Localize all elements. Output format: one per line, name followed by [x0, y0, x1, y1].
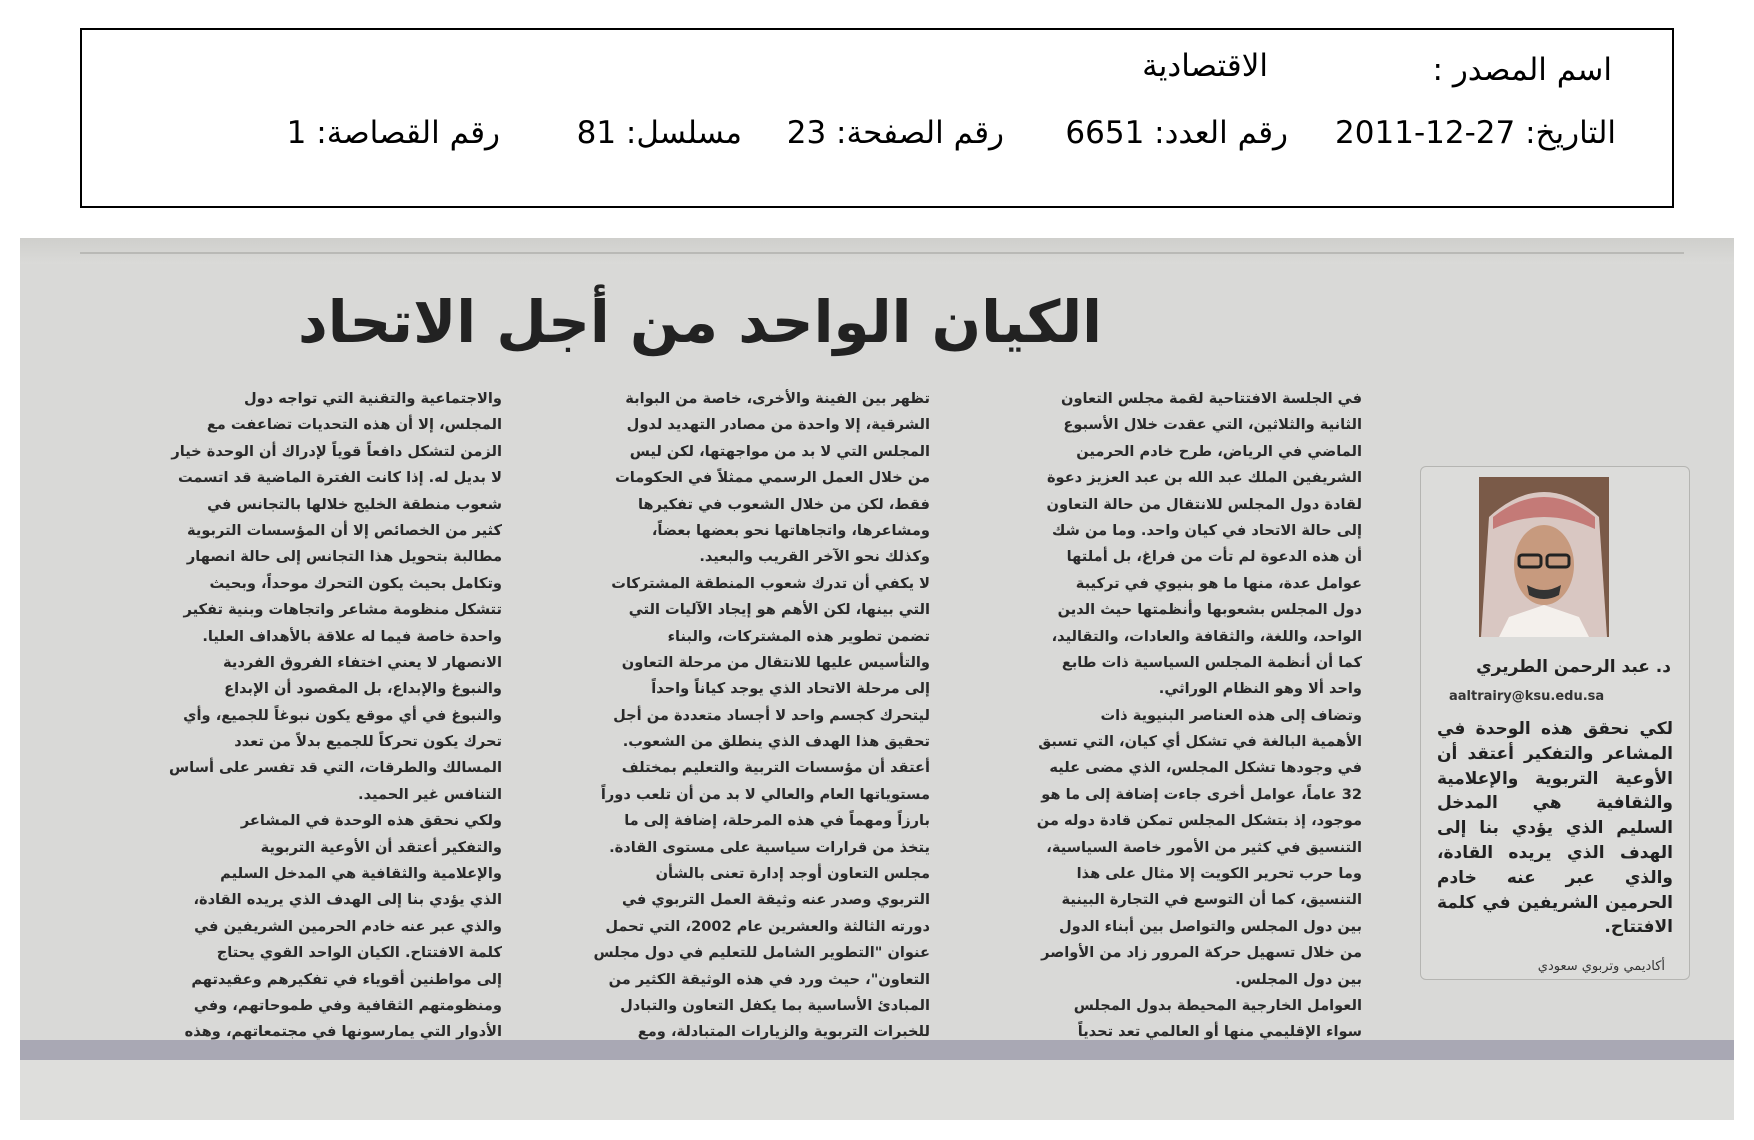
article-line: إلى مرحلة الاتحاد الذي يوجد كياناً واحداً [651, 680, 930, 698]
article-line: أن هذه الدعوة لم تأت من فراغ، بل أملتها [1066, 548, 1362, 566]
article-line: المبادئ الأساسية بما يكفل التعاون والتبادل [620, 996, 930, 1014]
article-line: والتفكير أعتقد أن الأوعية التربوية [260, 838, 502, 856]
article-line: والإعلامية والثقافية هي المدخل السليم [220, 865, 502, 883]
article-line: الشرقية، إلا واحدة من مصادر التهديد لدول [626, 416, 930, 434]
article-line: في الجلسة الافتتاحية لقمة مجلس التعاون [1061, 390, 1362, 407]
article-line: ليتحرك كجسم واحد لا أجساد متعددة من أجل [613, 706, 930, 724]
source-label: اسم المصدر : [1432, 52, 1612, 88]
article-line: وكذلك نحو الآخر القريب والبعيد. [699, 548, 930, 566]
article-line: ومنظومتهم الثقافية وفي طموحاتهم، وفي [193, 996, 502, 1014]
article-line: بين دول المجلس والتواصل بين أبناء الدول [1058, 917, 1362, 935]
issue-number-field: رقم العدد: 6651 [1065, 115, 1288, 151]
article-line: الثانية والثلاثين، التي عقدت خلال الأسبوع [1063, 416, 1362, 434]
article-line: يتخذ من قرارات سياسية على مستوى القادة. [609, 838, 930, 856]
article-line: للخبرات التربوية والزيارات المتبادلة، ومع [637, 1023, 930, 1041]
article-line: تظهر بين الفينة والأخرى، خاصة من البوابة [625, 390, 930, 407]
article-line: كثير من الخصائص إلا أن المؤسسات التربوية [187, 521, 502, 539]
article-line: ولكي نحقق هذه الوحدة في المشاعر [240, 812, 502, 830]
serial-number-field: مسلسل: 81 [576, 115, 742, 151]
article-column-2 [512, 386, 930, 1120]
article-line: كما أن أنظمة المجلس السياسية ذات طابع [1061, 653, 1362, 671]
article-line: الواحد، واللغة، والثقافة والعادات، والتقاليد، [1051, 627, 1362, 645]
clipping-bottom-margin [20, 1060, 1734, 1120]
article-line: المسالك والطرقات، التي قد تفسر على أساس [168, 759, 502, 777]
article-line: تحقيق هذا الهدف الذي ينطلق من الشعوب. [622, 733, 930, 751]
article-line: وتكامل بحيث يكون التحرك موحداً، وبحيث [209, 574, 502, 592]
article-line: التنافس غير الحميد. [358, 785, 502, 803]
article-line: مطالبة بتحويل هذا التجانس إلى حالة انصهار [186, 548, 502, 566]
author-name: د. عبد الرحمن الطريري [1476, 657, 1671, 677]
article-line: التي بينها، لكن الأهم هو إيجاد الآليات التي [628, 601, 930, 619]
article-line: تتشكل منظومة مشاعر واتجاهات وبنية تفكير [183, 601, 502, 619]
article-line: المجلس، إلا أن هذه التحديات تضاعفت مع [206, 416, 502, 434]
article-line: 32 عاماً، عوامل أخرى جاءت إضافة إلى ما هو [1041, 785, 1362, 803]
article-line: العوامل الخارجية المحيطة بدول المجلس [1073, 996, 1362, 1014]
author-portrait [1479, 477, 1609, 637]
source-value: الاقتصادية [1142, 48, 1268, 84]
article-column-1 [942, 386, 1362, 1120]
pull-quote: لكي نحقق هذه الوحدة في المشاعر والتفكير أعتقد أن الأوعية التربوية والإعلامية والثقافية هي المدخل السليم الذي يؤدي بنا إلى الهدف الذي يريده القادة، والذي عبر عنه خادم الحرمين الشريفين في كلمة الافتتاح. [1437, 719, 1673, 938]
page-number-field: رقم الصفحة: 23 [786, 115, 1004, 151]
article-line: إلى مواطنين أقوياء في تفكيرهم وعقيدتهم [191, 970, 502, 988]
article-line: واحد ألا وهو النظام الوراثي. [1158, 680, 1362, 698]
article-line: لا يكفي أن تدرك شعوب المنطقة المشتركات [611, 574, 930, 592]
article-line: ومشاعرها، واتجاهاتها نحو بعضها بعضاً، [651, 521, 930, 539]
article-line: التنسيق، كما أن التوسع في التجارة البينية [1061, 891, 1362, 909]
author-box [1420, 466, 1690, 980]
article-line: والتأسيس عليها للانتقال من مرحلة التعاون [621, 653, 930, 671]
article-line: دول المجلس بشعوبها وأنظمتها حيث الدين [1057, 601, 1362, 619]
article-line: التعاون"، حيث ورد في هذه الوثيقة الكثير من [608, 970, 930, 988]
article-line: والنبوغ والإبداع، بل المقصود أن الإبداع [224, 680, 502, 698]
article-line: دورته الثالثة والعشرين عام 2002، التي تحمل [605, 917, 930, 935]
author-role: أكاديمي وتربوي سعودي [1537, 959, 1665, 974]
article-line: الأدوار التي يمارسونها في مجتمعاتهم، وهذه [184, 1023, 502, 1041]
article-line: الذي يؤدي بنا إلى الهدف الذي يريده القادة، [193, 891, 502, 909]
article-line: كلمة الافتتاح. الكيان الواحد القوي يحتاج [216, 944, 502, 962]
article-column-3 [84, 386, 502, 1120]
article-line: مستوياتها العام والعالي لا بد من أن تلعب دوراً [600, 785, 930, 803]
author-photo-graphic [1479, 477, 1609, 637]
article-line: الزمن لتشكل دافعاً قوياً لإدراك أن الوحدة خيار [171, 442, 502, 460]
article-line: موجود، إذ بتشكل المجلس تمكن قادة دوله من [1036, 812, 1362, 830]
source-info-box [80, 28, 1674, 208]
article-line: وتضاف إلى هذه العناصر البنيوية ذات [1100, 706, 1362, 724]
article-line: واحدة خاصة فيما له علاقة بالأهداف العليا. [202, 627, 502, 645]
date-field: التاريخ: 27-12-2011 [1335, 115, 1616, 151]
article-line: المجلس التي لا بد من مواجهتها، لكن ليس [629, 442, 930, 460]
article-line: عوامل عدة، منها ما هو بنيوي في تركيبة [1075, 574, 1362, 592]
article-line: والنبوغ في أي موقع يكون نبوغاً للجميع، وأي [183, 706, 502, 724]
article-line: في وجودها تشكل المجلس، الذي مضى عليه [1049, 759, 1362, 777]
article-line: الشريفين الملك عبد الله بن عبد العزيز دعوة [1046, 469, 1362, 487]
article-line: الماضي في الرياض، طرح خادم الحرمين [1076, 442, 1362, 460]
author-email: aaltrairy@ksu.edu.sa [1449, 689, 1605, 704]
article-line: مجلس التعاون أوجد إدارة تعنى بالشأن [655, 865, 930, 883]
article-line: سواء الإقليمي منها أو العالمي تعد تحدياً [1077, 1023, 1362, 1041]
article-line: التربوي وصدر عنه وثيقة العمل التربوي في [621, 891, 930, 909]
article-line: أعتقد أن مؤسسات التربية والتعليم بمختلف [621, 759, 930, 777]
article-line: من خلال تسهيل حركة المرور زاد من الأواصر [1041, 944, 1362, 962]
article-line: تحرك يكون تحركاً للجميع بدلاً من تعدد [234, 733, 502, 751]
clipping-number-field: رقم القصاصة: 1 [286, 115, 500, 151]
article-line: شعوب منطقة الخليج خلالها بالتجانس في [207, 495, 502, 513]
article-line: والاجتماعية والتقنية التي تواجه دول [244, 390, 502, 407]
article-line: الأهمية البالغة في تشكل أي كيان، التي تسبق [1038, 733, 1362, 751]
article-line: لقادة دول المجلس للانتقال من حالة التعاون [1046, 495, 1362, 513]
article-line: لا بديل له. إذا كانت الفترة الماضية قد اتسمت [177, 469, 502, 487]
newspaper-clipping [20, 238, 1734, 1120]
article-line: فقط، لكن من خلال الشعوب في تفكيرها [637, 495, 930, 513]
article-line: من خلال العمل الرسمي ممثلاً في الحكومات [615, 469, 930, 487]
article-line: عنوان "التطوير الشامل للتعليم في دول مجلس [593, 944, 930, 962]
article-line: بين دول المجلس. [1235, 970, 1362, 988]
article-line: بارزاً ومهماً في هذه المرحلة، إضافة إلى ما [624, 812, 930, 830]
article-line: وما حرب تحرير الكويت إلا مثال على هذا [1076, 865, 1362, 883]
article-line: الانصهار لا يعني اختفاء الفروق الفردية [223, 653, 502, 671]
clipping-bottom-band [20, 1040, 1734, 1060]
clipping-rule [80, 252, 1684, 254]
article-line: تضمن تطوير هذه المشتركات، والبناء [667, 627, 930, 645]
article-line: والذي عبر عنه خادم الحرمين الشريفين في [194, 917, 502, 935]
article-headline: الكيان الواحد من أجل الاتحاد [297, 288, 1103, 356]
article-line: إلى حالة الاتحاد في كيان واحد. وما من شك [1051, 521, 1362, 539]
article-line: التنسيق في كثير من الأمور خاصة السياسية، [1046, 838, 1362, 856]
clipping-top-edge [20, 238, 1734, 264]
